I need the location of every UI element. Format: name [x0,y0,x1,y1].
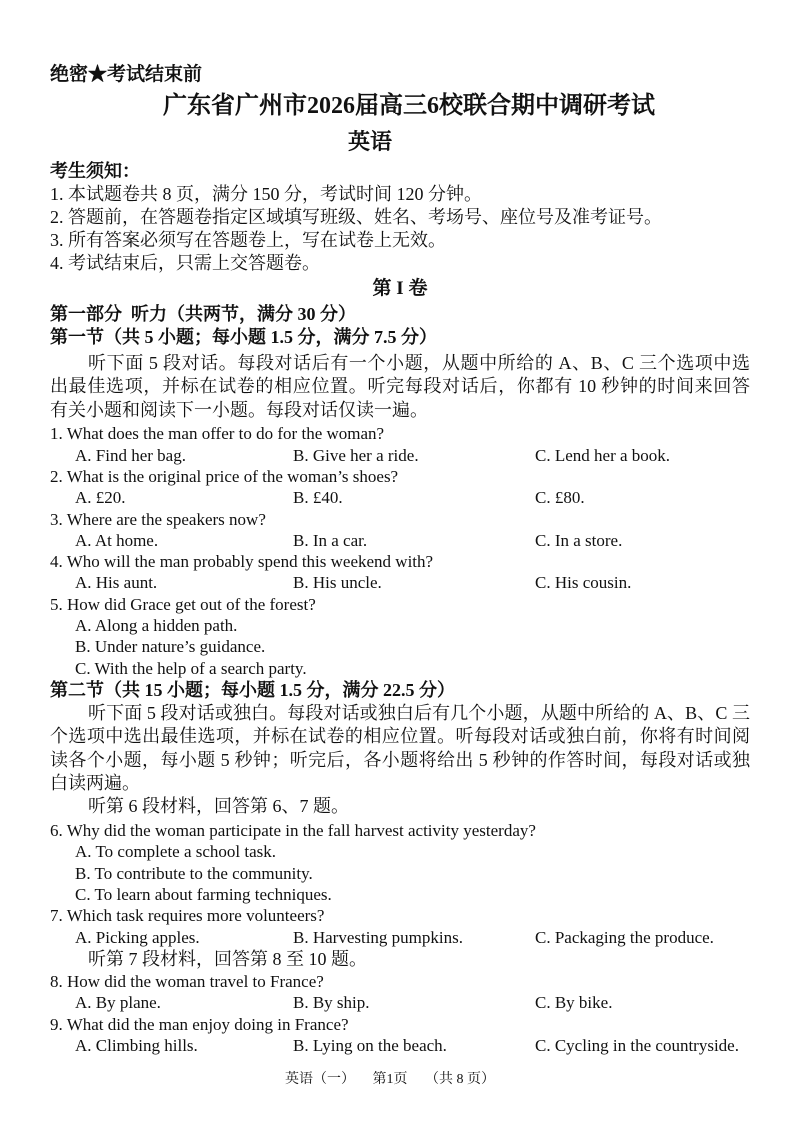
section-two-instructions [50,702,750,795]
option-a: A. At home. [75,530,159,550]
option-a: A. Along a hidden path. [75,616,238,636]
option-a: A. Find her bag. [75,445,186,465]
material-note: 听第 7 段材料，回答第 8 至 10 题。 [88,948,367,969]
question-options [50,992,750,1013]
notice-item-2: 2. 答题前，在答题卷指定区域填写班级、姓名、考场号、座位号及准考证号。 [50,207,662,227]
question-options [50,530,750,551]
option-c: C. Lend her a book. [535,445,671,465]
question-options [50,572,750,593]
option-b: B. Lying on the beach. [293,1035,447,1055]
material-note: 听第 6 段材料，回答第 6、7 题。 [88,796,349,817]
option-c: C. In a store. [535,530,623,550]
section-one [50,326,750,679]
footer-page-total: （共 8 页） [425,1072,495,1087]
notice-item-4: 4. 考试结束后，只需上交答题卷。 [50,253,320,273]
question-stem: 4. Who will the man probably spend this weekend with? [50,552,434,572]
question-stem: 8. How did the woman travel to France? [50,971,324,991]
question-stem: 6. Why did the woman participate in the fall harvest activity yesterday? [50,821,536,841]
section-two [50,679,750,1056]
footer-page-number: 第1页 [372,1072,408,1087]
section-one-instructions [50,352,750,422]
option-a: A. £20. [75,488,126,508]
part-one-listening [50,303,750,1056]
option-c: C. To learn about farming techniques. [75,885,332,905]
section-one-heading: 第一节（共 5 小题；每小题 1.5 分，满分 7.5 分） [50,327,437,347]
option-b: B. In a car. [293,530,368,550]
candidate-notice [50,159,750,275]
question-list [50,820,750,948]
instructions-line: 个选项中选出最佳选项，并标在试卷的相应位置。听每段对话或独白前，你将有时间阅 [50,726,750,747]
option-c: C. £80. [535,488,585,508]
option-c: C. Cycling in the countryside. [535,1035,739,1055]
material-group-6 [50,795,750,948]
option-b: B. By ship. [293,993,370,1013]
option-a: A. Picking apples. [75,927,200,947]
part-one-heading: 第一部分 听力（共两节，满分 30 分） [50,304,356,324]
question-7 [50,905,750,948]
question-options [50,487,750,508]
question-3 [50,509,750,552]
option-b: B. His uncle. [293,573,382,593]
question-options [50,927,750,948]
instructions-line: 出最佳选项，并标在试卷的相应位置。听完每段对话后，你都有 10 秒钟的时间来回答 [50,376,750,397]
option-a: A. His aunt. [75,573,158,593]
instructions-line: 听下面 5 段对话或独白。每段对话或独白后有几个小题，从题中所给的 A、B、C 三 [88,702,750,723]
material-group-7 [50,948,750,1056]
question-stem: 1. What does the man offer to do for the woman? [50,424,385,444]
notice-item-1: 1. 本试题卷共 8 页，满分 150 分，考试时间 120 分钟。 [50,184,482,204]
question-stem: 5. How did Grace get out of the forest? [50,594,316,614]
instructions-line: 白读两遍。 [50,772,140,793]
footer-subject: 英语（一） [285,1072,355,1087]
question-stem: 3. Where are the speakers now? [50,509,266,529]
page-footer [0,1070,780,1090]
confidential-label: 绝密★考试结束前 [50,64,203,85]
question-9 [50,1014,750,1057]
question-options [50,1035,750,1056]
question-stem: 9. What did the man enjoy doing in France? [50,1014,349,1034]
option-c: C. By bike. [535,993,613,1013]
volume-title: 第 I 卷 [372,278,428,299]
option-a: A. By plane. [75,993,161,1013]
question-5 [50,594,750,679]
option-c: C. His cousin. [535,573,632,593]
question-list [50,423,750,679]
instructions-line: 有关小题和阅读下一小题。每段对话仅读一遍。 [50,399,428,420]
option-b: B. Give her a ride. [293,445,419,465]
section-two-heading: 第二节（共 15 小题；每小题 1.5 分，满分 22.5 分） [50,679,455,700]
question-options [50,445,750,466]
question-list [50,971,750,1056]
subject-title: 英语 [347,129,392,154]
option-b: B. Harvesting pumpkins. [293,927,463,947]
instructions-line: 听下面 5 段对话。每段对话后有一个小题，从题中所给的 A、B、C 三个选项中选 [88,353,750,373]
question-6 [50,820,750,905]
question-8 [50,971,750,1014]
option-b: B. Under nature’s guidance. [75,637,266,657]
option-c: C. With the help of a search party. [75,658,307,678]
option-b: B. To contribute to the community. [75,863,313,883]
option-c: C. Packaging the produce. [535,927,714,947]
question-4 [50,551,750,594]
option-a: A. To complete a school task. [75,842,277,862]
exam-title: 广东省广州市2026届高三6校联合期中调研考试 [163,93,655,119]
question-2 [50,466,750,509]
question-1 [50,423,750,466]
option-b: B. £40. [293,488,343,508]
question-stem: 2. What is the original price of the woman’s shoes? [50,466,399,486]
option-a: A. Climbing hills. [75,1035,198,1055]
question-stem: 7. Which task requires more volunteers? [50,906,325,926]
instructions-line: 读各个小题，每小题 5 秒钟；听完后，各小题将给出 5 秒钟的作答时间，每段对话或独 [50,749,750,770]
notice-heading: 考生须知： [50,161,140,181]
notice-item-3: 3. 所有答案必须写在答题卷上，写在试卷上无效。 [50,230,446,250]
